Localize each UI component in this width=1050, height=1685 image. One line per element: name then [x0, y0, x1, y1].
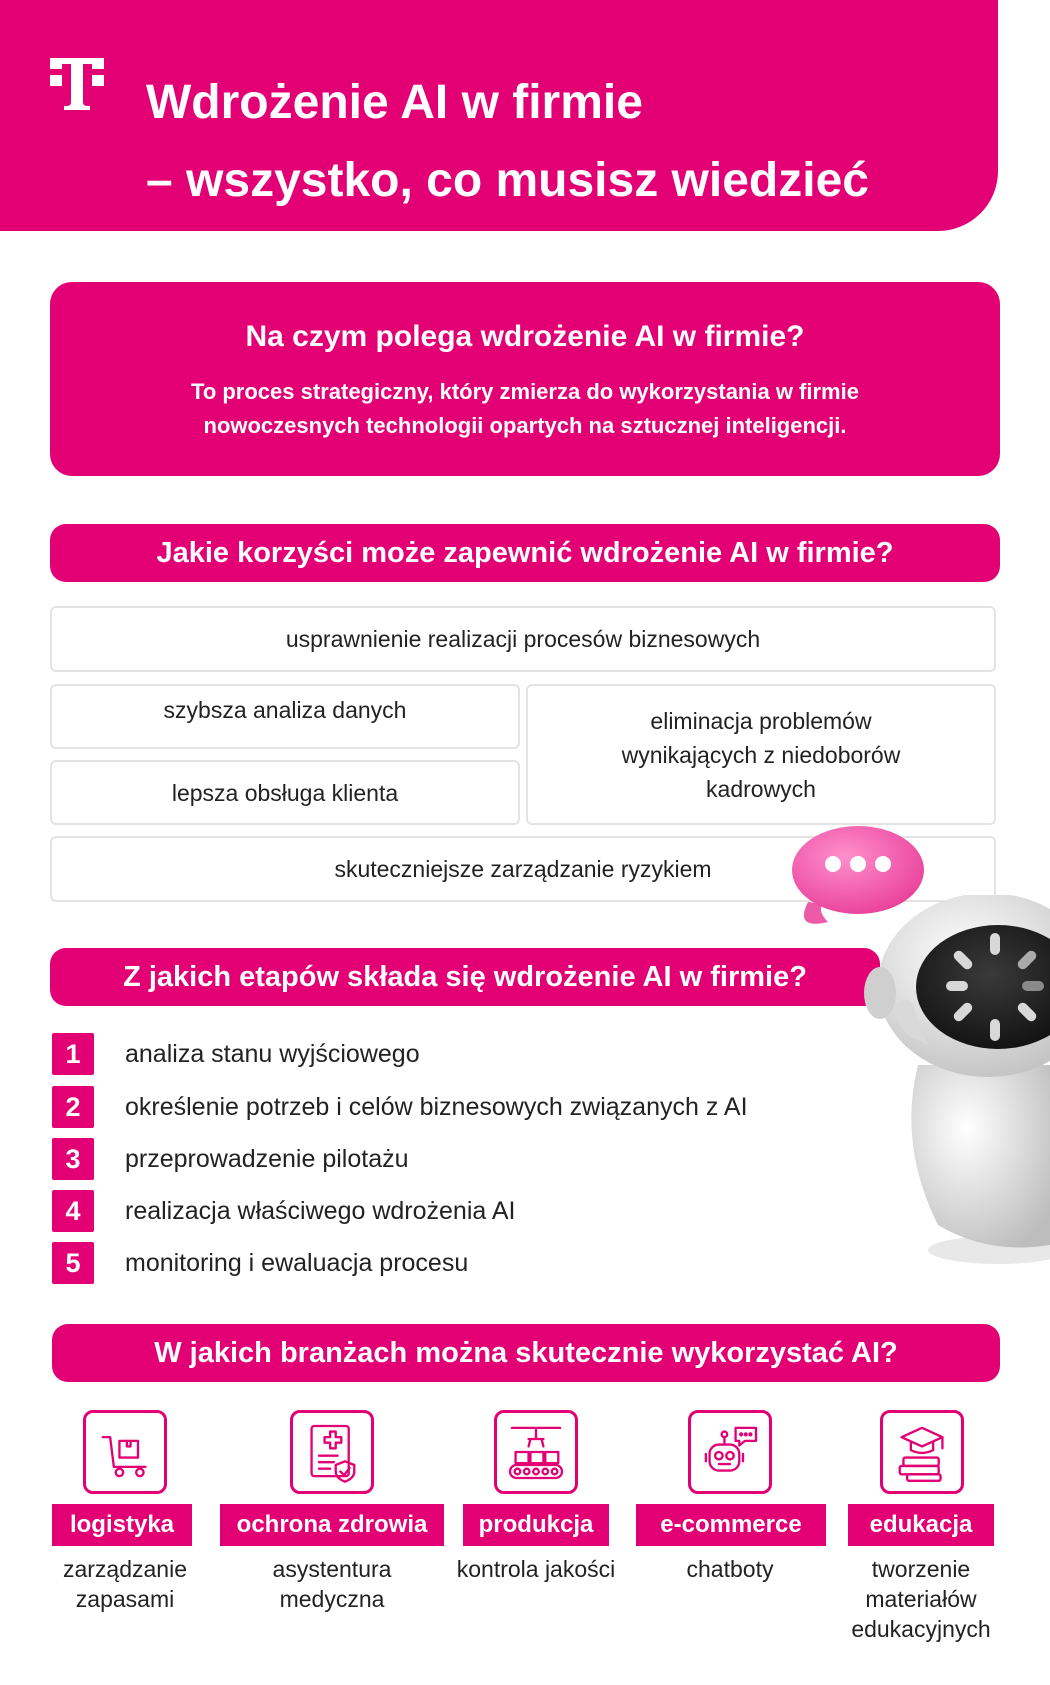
robot-illustration — [858, 895, 1050, 1275]
benefits-title: Jakie korzyści może zapewnić wdrożenie AI w firmie? — [50, 524, 1000, 582]
step-text: analiza stanu wyjściowego — [125, 1040, 420, 1068]
benefit-item: skuteczniejsze zarządzanie ryzykiem — [50, 836, 996, 902]
intro-box — [50, 282, 1000, 476]
telekom-t-logo — [50, 58, 104, 110]
intro-title: Na czym polega wdrożenie AI w firmie? — [245, 320, 805, 353]
benefit-item: usprawnienie realizacji procesów biznesowych — [50, 606, 996, 672]
industry-label: e-commerce — [636, 1504, 826, 1546]
step-text: realizacja właściwego wdrożenia AI — [125, 1197, 516, 1225]
step-number: 4 — [52, 1190, 94, 1232]
medical-document-icon — [290, 1410, 374, 1494]
conveyor-icon — [494, 1410, 578, 1494]
industry-desc: kontrola jakości — [456, 1556, 616, 1582]
benefit-item: szybsza analiza danych — [50, 684, 520, 749]
intro-text-line1: To proces strategiczny, który zmierza do wykorzystania w firmie — [191, 379, 859, 404]
step-text: określenie potrzeb i celów biznesowych związanych z AI — [125, 1093, 748, 1121]
cart-icon — [83, 1410, 167, 1494]
industry-desc: chatboty — [686, 1556, 774, 1582]
industry-label: produkcja — [463, 1504, 609, 1546]
page-title — [146, 64, 966, 220]
step-number: 3 — [52, 1138, 94, 1180]
page-title-line1: Wdrożenie AI w firmie — [146, 76, 643, 129]
benefit-item: lepsza obsługa klienta — [50, 760, 520, 825]
industry-desc: asystentura medyczna — [272, 1556, 392, 1612]
step-number: 2 — [52, 1086, 94, 1128]
industry-label: edukacja — [848, 1504, 994, 1546]
page-title-line2: – wszystko, co musisz wiedzieć — [146, 154, 869, 207]
chatbot-icon — [688, 1410, 772, 1494]
step-text: monitoring i ewaluacja procesu — [125, 1249, 469, 1277]
steps-title: Z jakich etapów składa się wdrożenie AI w firmie? — [50, 948, 880, 1006]
graduation-books-icon — [880, 1410, 964, 1494]
intro-text-line2: nowoczesnych technologii opartych na sztucznej inteligencji. — [203, 413, 847, 438]
benefit-item: eliminacja problemów wynikających z niedoborów kadrowych — [526, 684, 996, 825]
step-text: przeprowadzenie pilotażu — [125, 1145, 409, 1173]
header-banner — [0, 0, 998, 231]
step-number: 5 — [52, 1242, 94, 1284]
industry-desc: zarządzanie zapasami — [62, 1556, 188, 1612]
intro-text — [110, 375, 940, 443]
industry-label: ochrona zdrowia — [220, 1504, 444, 1546]
industries-title: W jakich branżach można skutecznie wykorzystać AI? — [52, 1324, 1000, 1382]
industry-label: logistyka — [52, 1504, 192, 1546]
industry-desc: tworzenie materiałów edukacyjnych — [851, 1556, 991, 1642]
step-number: 1 — [52, 1033, 94, 1075]
